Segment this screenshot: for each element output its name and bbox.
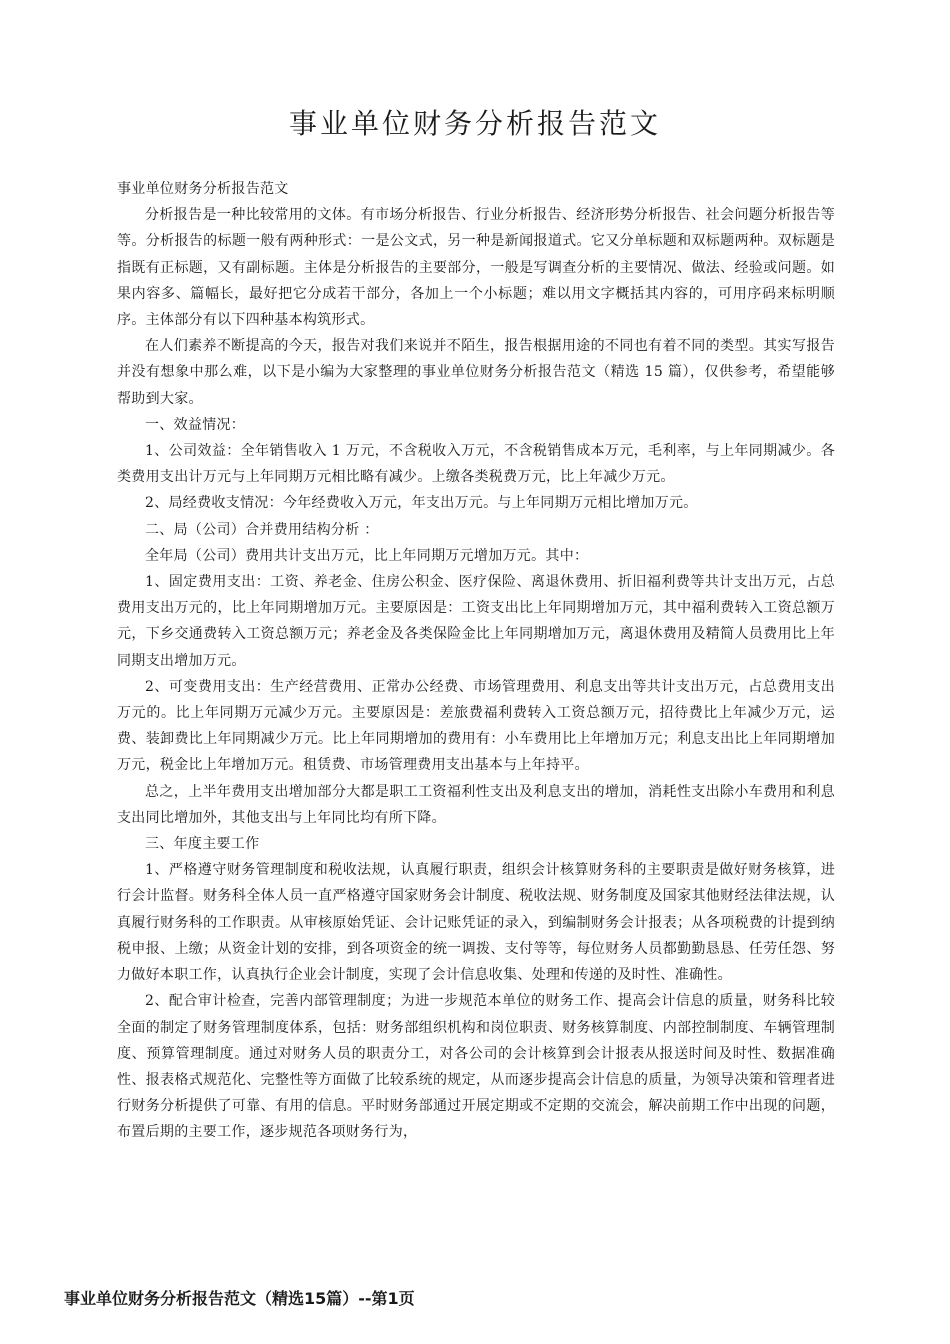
document-body	[117, 176, 835, 1146]
section-heading-benefits: 一、效益情况：	[145, 416, 246, 433]
page-footer: 事业单位财务分析报告范文（精选15篇）--第1页	[64, 1289, 415, 1308]
section-heading-cost-structure: 二、局（公司）合并费用结构分析 ：	[145, 521, 379, 538]
paragraph-preface: 在人们素养不断提高的今天，报告对我们来说并不陌生，报告根据用途的不同也有着不同的类型。其实写报告并没有想象中那么难，以下是小编为大家整理的事业单位财务分析报告范文（精选 15 篇），仅供参考，希望能够帮助到大家。	[117, 338, 835, 407]
page-title: 事业单位财务分析报告范文	[288, 107, 661, 140]
paragraph-intro: 分析报告是一种比较常用的文体。有市场分析报告、行业分析报告、经济形势分析报告、社会问题分析报告等等。分析报告的标题一般有两种形式：一是公文式，另一种是新闻报道式。它又分单标题和双标题两种。双标题是指既有正标题，又有副标题。主体是分析报告的主要部分，一般是写调查分析的主要情况、做法、经验或问题。如果内容多、篇幅长，最好把它分成若干部分，各加上一个小标题；难以用文字概括其内容的，可用序码来标明顺序。主体部分有以下四种基本构筑形式。	[117, 207, 835, 329]
paragraph-company-benefits: 1、公司效益：全年销售收入 1 万元，不含税收入万元，不含税销售成本万元，毛利率，与上年同期减少。各类费用支出计万元与上年同期万元相比略有减少。上缴各类税费万元，比上年减少万元。	[117, 443, 835, 486]
paragraph-variable-cost: 2、可变费用支出：生产经营费用、正常办公经费、市场管理费用、利息支出等共计支出万元，占总费用支出万元的。比上年同期万元减少万元。主要原因是：差旅费福利费转入工资总额万元，招待费比上年减少万元，运费、装卸费比上年同期减少万元。比上年同期增加的费用有：小车费用比上年增加万元；利息支出比上年同期增加万元，税金比上年增加万元。租赁费、市场管理费用支出基本与上年持平。	[117, 678, 835, 774]
paragraph-funding: 2、局经费收支情况：今年经费收入万元，年支出万元。与上年同期万元相比增加万元。	[145, 495, 698, 512]
paragraph-total-cost: 全年局（公司）费用共计支出万元，比上年同期万元增加万元。其中：	[145, 547, 589, 564]
section-heading-main-work: 三、年度主要工作	[145, 836, 260, 853]
paragraph-work-1: 1、严格遵守财务管理制度和税收法规，认真履行职责，组织会计核算财务科的主要职责是做好财务核算，进行会计监督。财务科全体人员一直严格遵守国家财务会计制度、税收法规、财务制度及国家其他财经法律法规，认真履行财务科的工作职责。从审核原始凭证、会计记账凭证的录入，到编制财务会计报表；从各项税费的计提到纳税申报、上缴；从资金计划的安排，到各项资金的统一调拨、支付等等，每位财务人员都勤勤恳恳、任劳任怨、努力做好本职工作，认真执行企业会计制度，实现了会计信息收集、处理和传递的及时性、准确性。	[117, 862, 835, 984]
paragraph-fixed-cost: 1、固定费用支出：工资、养老金、住房公积金、医疗保险、离退休费用、折旧福利费等共计支出万元，占总费用支出万元的，比上年同期增加万元。主要原因是：工资支出比上年同期增加万元，其中福利费转入工资总额万元，下乡交通费转入工资总额万元；养老金及各类保险金比上年同期增加万元，离退休费用及精简人员费用比上年同期支出增加万元。	[117, 574, 835, 669]
paragraph-work-2: 2、配合审计检查，完善内部管理制度；为进一步规范本单位的财务工作、提高会计信息的质量，财务科比较全面的制定了财务管理制度体系，包括：财务部组织机构和岗位职责、财务核算制度、内部控制制度、车辆管理制度、预算管理制度。通过对财务人员的职责分工，对各公司的会计核算到会计报表从报送时间及时性、数据准确性、报表格式规范化、完整性等方面做了比较系统的规定，从而逐步提高会计信息的质量，为领导决策和管理者进行财务分析提供了可靠、有用的信息。平时财务部通过开展定期或不定期的交流会，解决前期工作中出现的问题，布置后期的主要工作，逐步规范各项财务行为，	[117, 993, 835, 1141]
paragraph-summary: 总之，上半年费用支出增加部分大都是职工工资福利性支出及利息支出的增加，消耗性支出除小车费用和利息支出同比增加外，其他支出与上年同比均有所下降。	[117, 783, 835, 826]
document-subtitle: 事业单位财务分析报告范文	[117, 181, 289, 197]
